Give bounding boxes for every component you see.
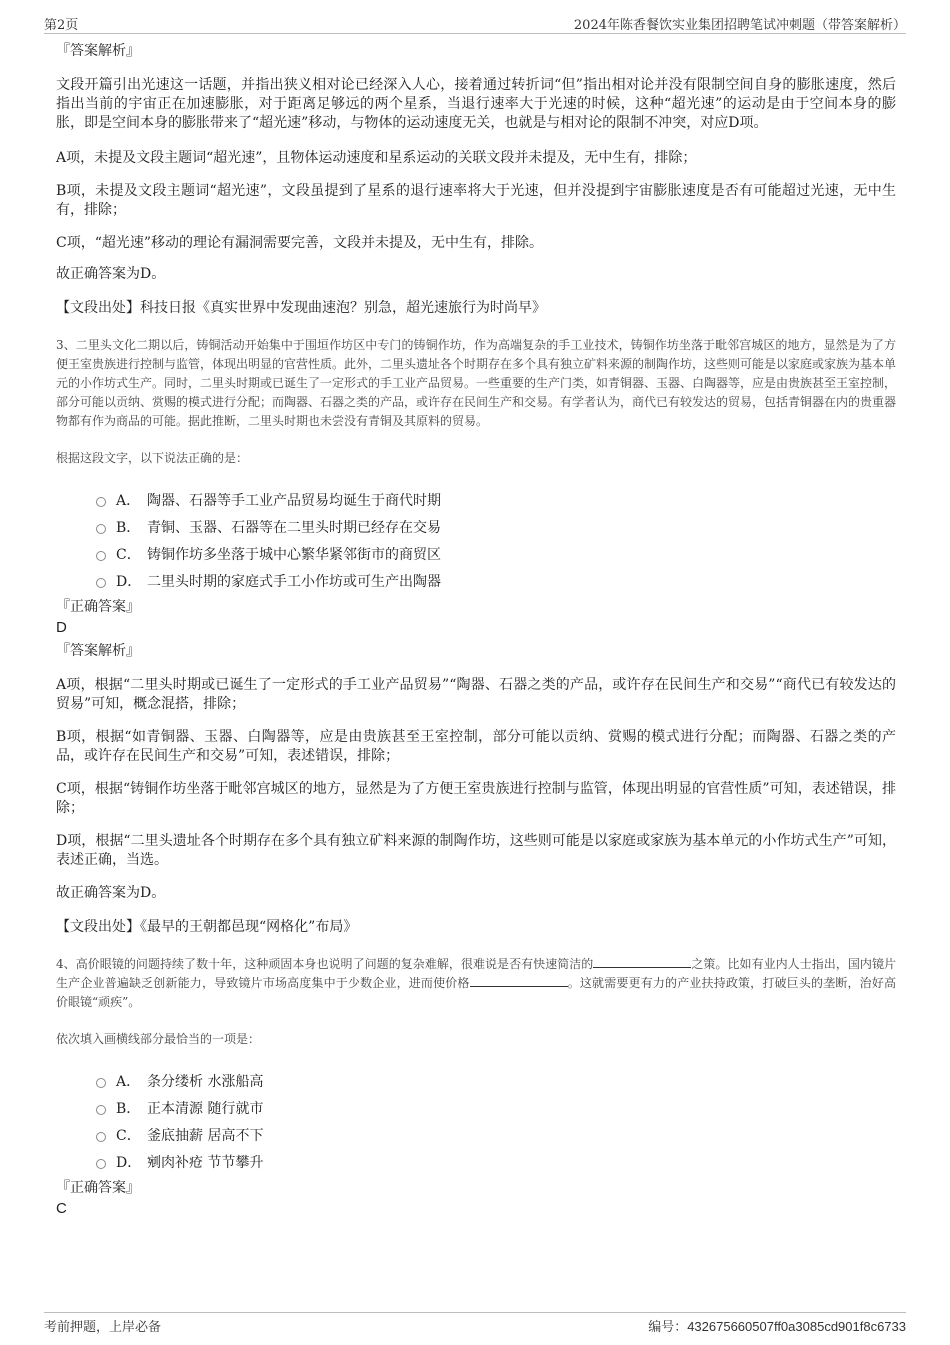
analysis-paragraph: 故正确答案为D。 [56,885,166,901]
analysis-paragraph: B项，根据“如青铜器、玉器、白陶器等，应是由贵族甚至王室控制，部分可能以贡纳、赏赐的模式进行分配；而陶器、石器之类的产品，或许存在民间生产和交易”可知，表述错误，排除； [56,729,896,764]
question-4-prompt: 依次填入画横线部分最恰当的一项是： [56,1032,261,1046]
page-content [56,40,896,1219]
option-text: 铸铜作坊多坐落于城中心繁华紧邻街市的商贸区 [147,546,441,563]
question-3-options [96,486,896,594]
radio-icon[interactable] [96,578,106,588]
option-d[interactable] [96,1148,896,1175]
page-number: 第2页 [44,18,79,33]
option-b[interactable] [96,513,896,540]
option-c[interactable] [96,540,896,567]
analysis-paragraph: 故正确答案为D。 [56,266,166,282]
option-letter: D． [116,573,142,590]
option-letter: B． [116,519,141,536]
option-letter: C． [116,546,141,563]
radio-icon[interactable] [96,1159,106,1169]
option-letter: A． [116,492,141,509]
option-a[interactable] [96,486,896,513]
fill-blank [470,974,568,987]
option-a[interactable] [96,1067,896,1094]
question-4-text-part: 之策。比如有业内人士指出，国内镜片生产企业普遍缺乏创新能力，导致镜片市场高度集中于少数企业，进而使价格 [56,957,896,990]
option-letter: C． [116,1127,141,1144]
option-text: 正本清源 随行就市 [147,1100,264,1117]
page-header [44,12,906,34]
option-text: 釜底抽薪 居高不下 [147,1127,264,1144]
option-text: 剜肉补疮 节节攀升 [147,1154,264,1171]
question-4-text [56,955,896,1012]
analysis-paragraph: D项，根据“二里头遗址各个时期存在多个具有独立矿料来源的制陶作坊，这些则可能是以家庭或家族为基本单元的小作坊式生产”可知，表述正确，当选。 [56,833,896,868]
option-text: 条分缕析 水涨船高 [147,1073,264,1090]
analysis-label: 『答案解析』 [56,43,140,59]
source-citation: 【文段出处】科技日报《真实世界中发现曲速泡？别急，超光速旅行为时尚早》 [56,300,546,316]
question-3-text: 3、二里头文化二期以后，铸铜活动开始集中于围垣作坊区中专门的铸铜作坊，作为高端复杂的手工业技术，铸铜作坊坐落于毗邻宫城区的地方，显然是为了方便王室贵族进行控制与监管，体现出明显的官营性质。此外，二里头遗址各个时期存在多个具有独立矿料来源的制陶作坊，这些则可能是以家庭或家族为基本单元的小作坊式生产。同时，二里头时期或已诞生了一定形式的手工业产品贸易。一些重要的生产门类，如青铜器、玉器、白陶器等，应是由贵族甚至王室控制，部分可能以贡纳、赏赐的模式进行分配；而陶器、石器之类的产品，或许存在民间生产和交易。有学者认为，商代已有较发达的贸易，包括青铜器在内的贵重器物都有作为商品的可能。据此推断，二里头时期也未尝没有青铜及其原料的贸易。 [56,338,897,428]
question-3-prompt: 根据这段文字，以下说法正确的是： [56,451,249,465]
question-4-text-part: 4、高价眼镜的问题持续了数十年，这种顽固本身也说明了问题的复杂难解，很难说是否有快速简洁的 [56,957,594,971]
option-text: 二里头时期的家庭式手工小作坊或可生产出陶器 [147,573,441,590]
analysis-paragraph: C项，“超光速”移动的理论有漏洞需要完善，文段并未提及，无中生有，排除。 [56,235,544,251]
correct-answer: D [56,619,67,636]
question-4-options [96,1067,896,1175]
radio-icon[interactable] [96,1132,106,1142]
radio-icon[interactable] [96,497,106,507]
option-letter: A． [116,1073,141,1090]
analysis-paragraph: C项，根据“铸铜作坊坐落于毗邻宫城区的地方，显然是为了方便王室贵族进行控制与监管，体现出明显的官营性质”可知，表述错误，排除； [56,781,896,816]
radio-icon[interactable] [96,551,106,561]
analysis-paragraph: 文段开篇引出光速这一话题，并指出狭义相对论已经深入人心，接着通过转折词“但”指出相对论并没有限制空间自身的膨胀速度，然后指出当前的宇宙正在加速膨胀，对于距离足够远的两个星系，当退行速率大于光速的时候，这种“超光速”的运动是由于空间本身的膨胀，即是空间本身的膨胀带来了“超光速”移动，与物体的运动速度无关，也就是与相对论的限制不冲突，对应D项。 [56,77,896,131]
page-footer [44,1312,906,1336]
option-b[interactable] [96,1094,896,1121]
option-letter: D． [116,1154,142,1171]
option-d[interactable] [96,567,896,594]
correct-answer: C [56,1200,67,1217]
analysis-paragraph: A项，未提及文段主题词“超光速”，且物体运动速度和星系运动的关联文段并未提及，无中生有，排除； [56,150,697,166]
radio-icon[interactable] [96,1078,106,1088]
option-c[interactable] [96,1121,896,1148]
radio-icon[interactable] [96,1105,106,1115]
option-text: 青铜、玉器、石器等在二里头时期已经存在交易 [147,519,441,536]
question-4-text-part: 。这就需要更有力的产业扶持政策，打破巨头的垄断，治好高价眼镜“顽疾”。 [56,976,896,1009]
analysis-paragraph: B项，未提及文段主题词“超光速”，文段虽提到了星系的退行速率将大于光速，但并没提到宇宙膨胀速度是否有可能超过光速，无中生有，排除； [56,183,896,218]
option-letter: B． [116,1100,141,1117]
radio-icon[interactable] [96,524,106,534]
option-text: 陶器、石器等手工业产品贸易均诞生于商代时期 [147,492,441,509]
document-title: 2024年陈香餐饮实业集团招聘笔试冲刺题（带答案解析） [573,18,906,33]
answer-label: 『正确答案』 [56,599,140,615]
fill-blank [593,955,691,968]
source-citation: 【文段出处】《最早的王朝都邑现“网格化”布局》 [56,919,358,935]
analysis-paragraph: A项，根据“二里头时期或已诞生了一定形式的手工业产品贸易”“陶器、石器之类的产品，或许存在民间生产和交易”“商代已有较发达的贸易”可知，概念混搭，排除； [56,677,896,712]
footer-slogan: 考前押题，上岸必备 [44,1320,162,1335]
document-code: 编号：432675660507ff0a3085cd901f8c6733 [648,1319,906,1334]
analysis-label: 『答案解析』 [56,643,140,659]
answer-label: 『正确答案』 [56,1180,140,1196]
